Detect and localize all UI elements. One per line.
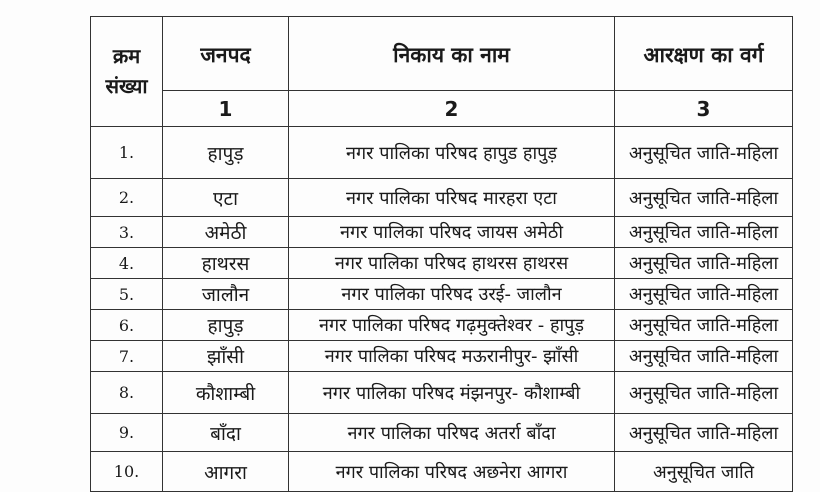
serial-number-cell: 5.	[91, 279, 163, 310]
serial-number-cell: 8.	[91, 372, 163, 414]
table-body	[91, 127, 793, 492]
reservation-category-cell: अनुसूचित जाति	[615, 452, 793, 492]
serial-number-cell: 7.	[91, 341, 163, 372]
serial-number-cell: 10.	[91, 452, 163, 492]
district-cell: आगरा	[163, 452, 289, 492]
body-name-cell: नगर पालिका परिषद हापुड हापुड़	[289, 127, 615, 179]
district-cell: एटा	[163, 179, 289, 217]
serial-number-cell: 9.	[91, 414, 163, 452]
district-cell: हापुड़	[163, 127, 289, 179]
header-body-name: निकाय का नाम	[289, 17, 615, 91]
column-number-1: 1	[163, 91, 289, 127]
table-row	[91, 310, 793, 341]
table-row	[91, 179, 793, 217]
table-row	[91, 217, 793, 248]
header-serial-number	[91, 17, 163, 127]
body-name-cell: नगर पालिका परिषद उरई- जालौन	[289, 279, 615, 310]
header-reservation-category: आरक्षण का वर्ग	[615, 17, 793, 91]
body-name-cell: नगर पालिका परिषद अतर्रा बाँदा	[289, 414, 615, 452]
table-row	[91, 279, 793, 310]
serial-number-cell: 1.	[91, 127, 163, 179]
header-district: जनपद	[163, 17, 289, 91]
column-number-row	[91, 91, 793, 127]
body-name-cell: नगर पालिका परिषद हाथरस हाथरस	[289, 248, 615, 279]
table-row	[91, 127, 793, 179]
column-number-2: 2	[289, 91, 615, 127]
column-number-3: 3	[615, 91, 793, 127]
body-name-cell: नगर पालिका परिषद मारहरा एटा	[289, 179, 615, 217]
district-cell: बाँदा	[163, 414, 289, 452]
table-row	[91, 372, 793, 414]
reservation-category-cell: अनुसूचित जाति-महिला	[615, 341, 793, 372]
serial-number-cell: 2.	[91, 179, 163, 217]
reservation-category-cell: अनुसूचित जाति-महिला	[615, 279, 793, 310]
body-name-cell: नगर पालिका परिषद जायस अमेठी	[289, 217, 615, 248]
reservation-category-cell: अनुसूचित जाति-महिला	[615, 372, 793, 414]
table-row	[91, 248, 793, 279]
body-name-cell: नगर पालिका परिषद मंझनपुर- कौशाम्बी	[289, 372, 615, 414]
reservation-table	[90, 16, 793, 492]
body-name-cell: नगर पालिका परिषद मऊरानीपुर- झाँसी	[289, 341, 615, 372]
district-cell: जालौन	[163, 279, 289, 310]
district-cell: हाथरस	[163, 248, 289, 279]
header-row	[91, 17, 793, 91]
serial-number-cell: 4.	[91, 248, 163, 279]
header-serial-line1: क्रम	[112, 44, 141, 68]
table-row	[91, 414, 793, 452]
body-name-cell: नगर पालिका परिषद गढ़मुक्तेश्वर - हापुड़	[289, 310, 615, 341]
district-cell: झाँसी	[163, 341, 289, 372]
reservation-category-cell: अनुसूचित जाति-महिला	[615, 310, 793, 341]
reservation-category-cell: अनुसूचित जाति-महिला	[615, 179, 793, 217]
header-serial-line2: संख्या	[105, 74, 148, 98]
body-name-cell: नगर पालिका परिषद अछनेरा आगरा	[289, 452, 615, 492]
table-row	[91, 452, 793, 492]
reservation-category-cell: अनुसूचित जाति-महिला	[615, 127, 793, 179]
table-row	[91, 341, 793, 372]
reservation-category-cell: अनुसूचित जाति-महिला	[615, 248, 793, 279]
district-cell: अमेठी	[163, 217, 289, 248]
reservation-category-cell: अनुसूचित जाति-महिला	[615, 217, 793, 248]
serial-number-cell: 6.	[91, 310, 163, 341]
reservation-category-cell: अनुसूचित जाति-महिला	[615, 414, 793, 452]
district-cell: कौशाम्बी	[163, 372, 289, 414]
serial-number-cell: 3.	[91, 217, 163, 248]
district-cell: हापुड़	[163, 310, 289, 341]
